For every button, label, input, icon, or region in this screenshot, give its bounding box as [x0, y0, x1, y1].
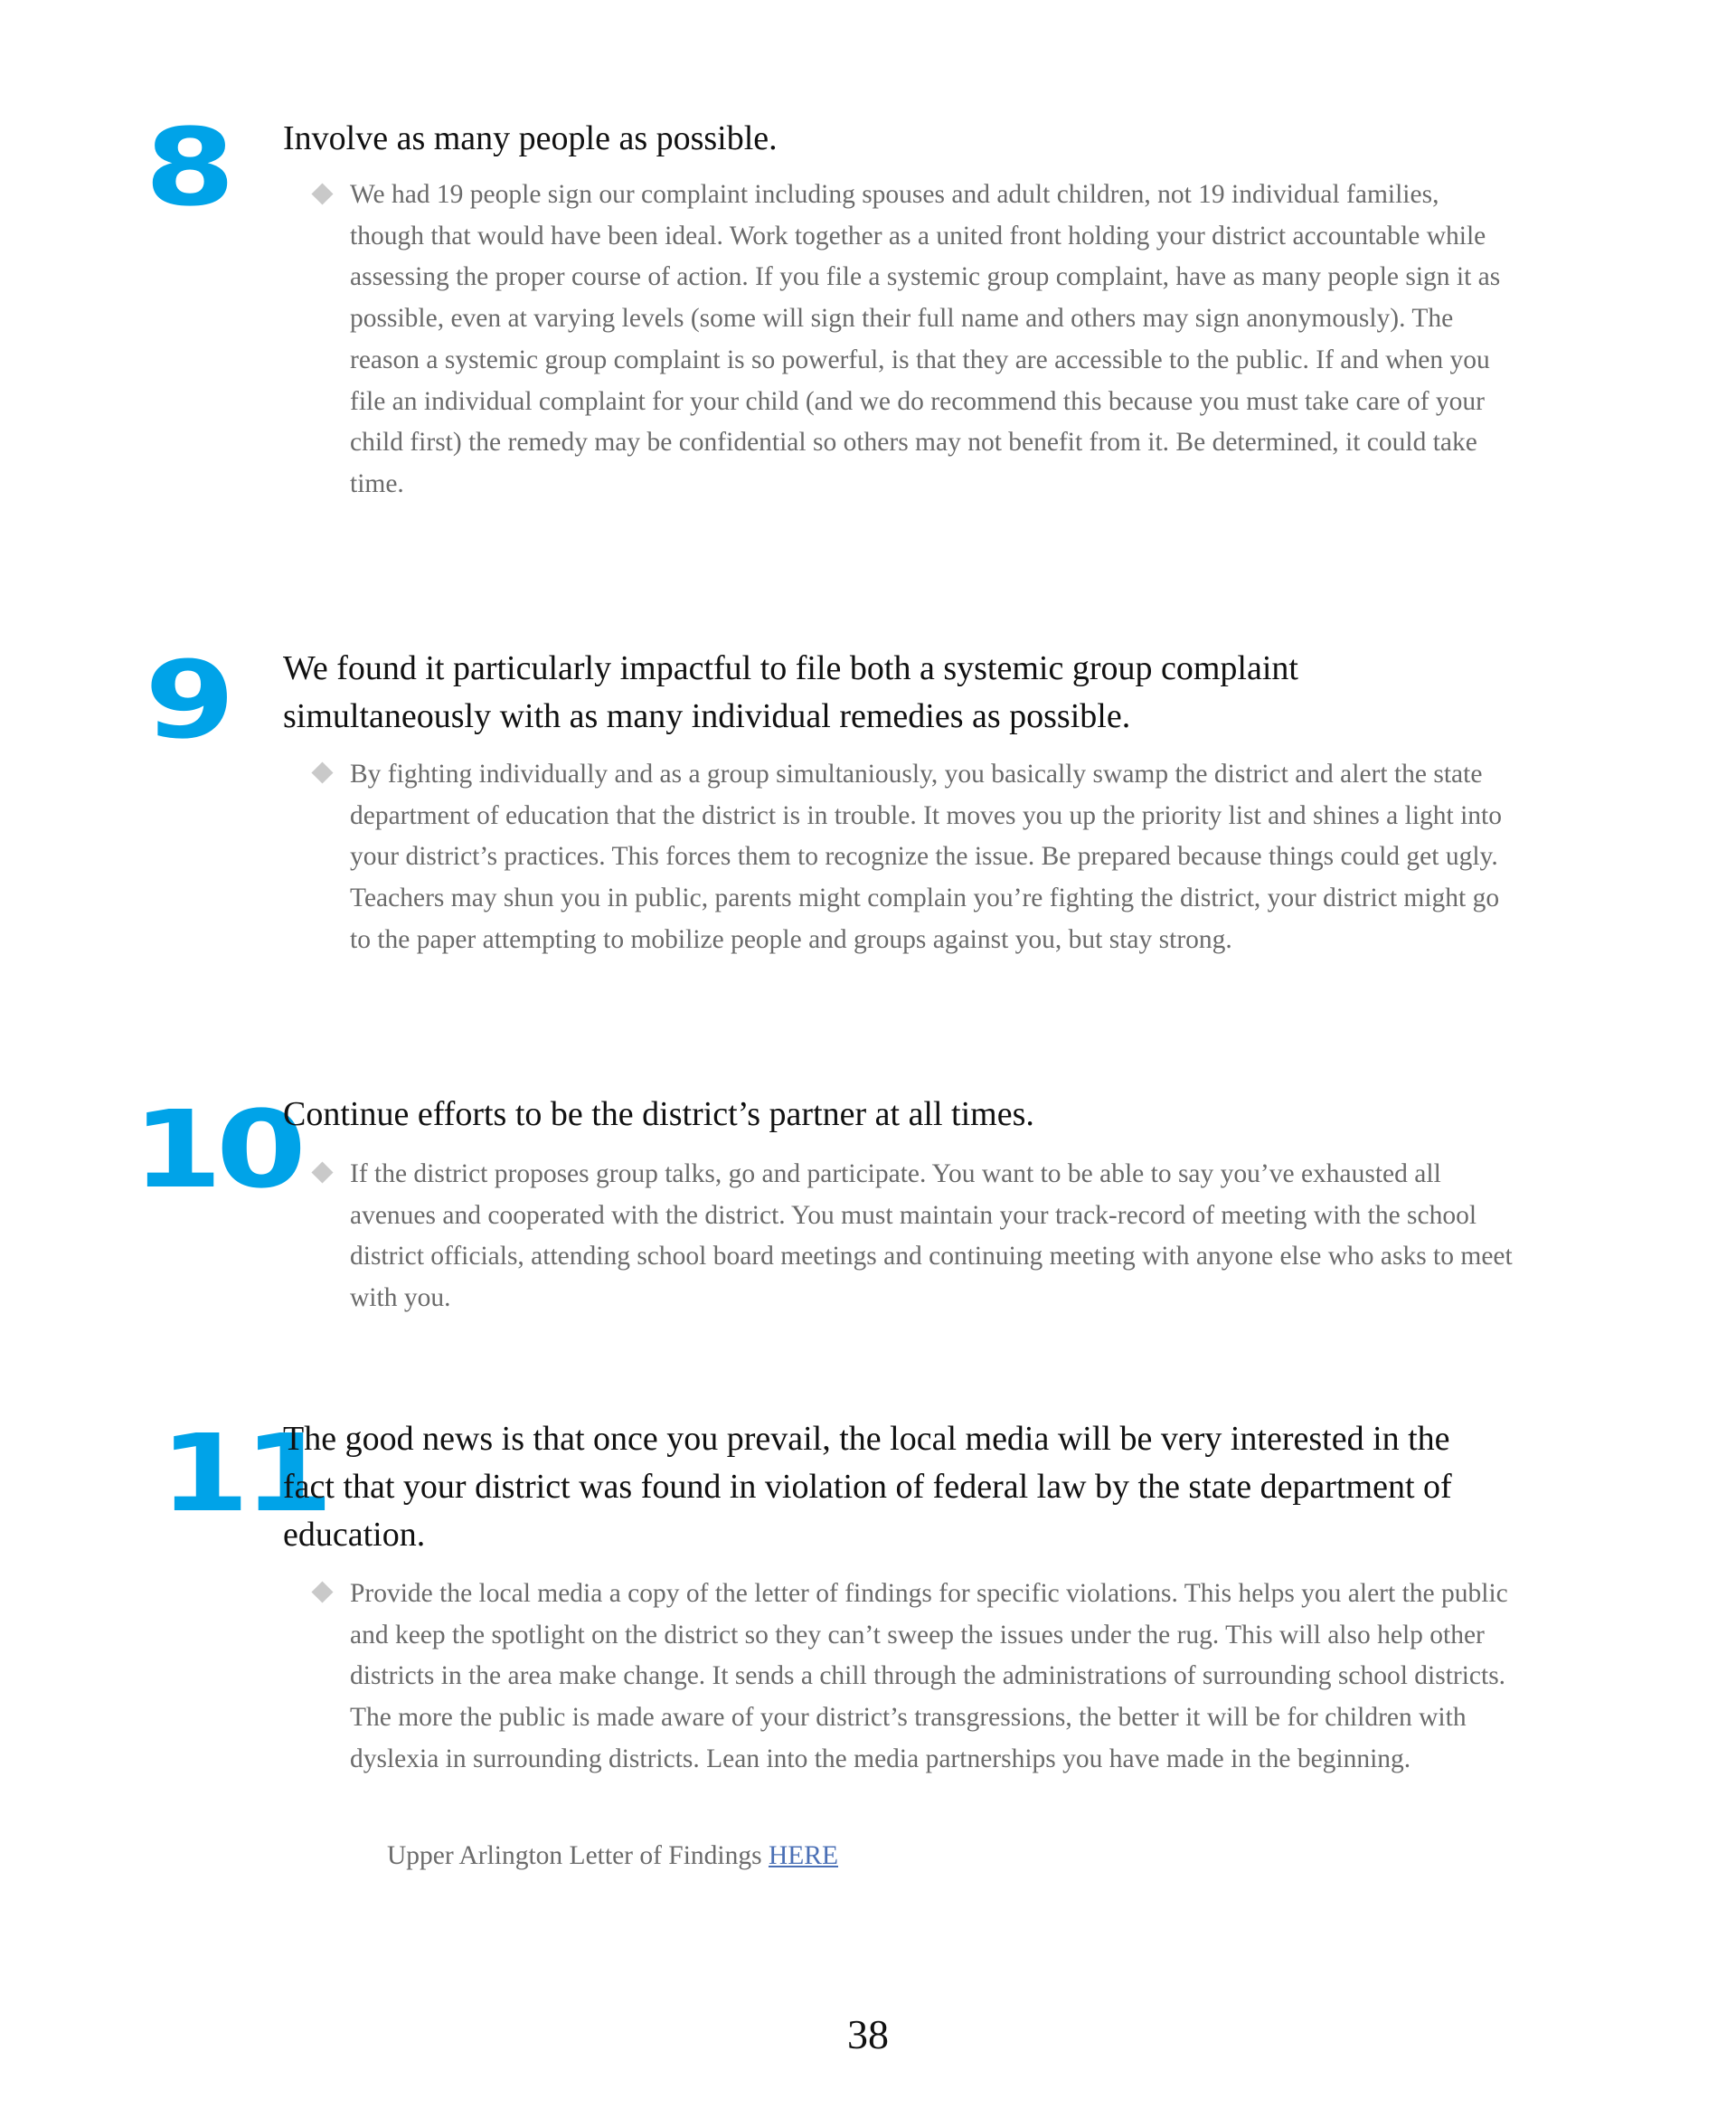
findings-text: Upper Arlington Letter of Findings — [387, 1841, 762, 1870]
diamond-bullet-icon — [309, 760, 336, 787]
section-heading: Involve as many people as possible. — [283, 119, 778, 157]
section-number: 9 — [145, 638, 229, 762]
section-number: 10 — [132, 1087, 300, 1212]
section-number: 11 — [159, 1411, 327, 1536]
findings-link[interactable]: HERE — [768, 1841, 838, 1870]
section-heading: We found it particularly impactful to file both a systemic group complaint simultaneously with as many individual remedies as possible. — [283, 649, 1298, 735]
section-heading: The good news is that once you prevail, the local media will be very interested in the fact that your district was found in violation of federal law by the state department of education. — [283, 1420, 1452, 1554]
section-body: Provide the local media a copy of the letter of findings for specific violations. This helps you alert the public and keep the spotlight on the district so they can’t sweep the issues under the rug. This will also help other districts in the area make change. It sends a chill through the administrations of surrounding school districts. The more the public is made aware of your district’s transgressions, the better it will be for children with dyslexia in surrounding districts. Lean into the media partnerships you have made in the beginning. — [350, 1579, 1508, 1773]
diamond-bullet-icon — [309, 181, 336, 208]
section-body: If the district proposes group talks, go and participate. You want to be able to say you’ve exhausted all avenues and cooperated with the district. You must maintain your track-record of meeting with the school district officials, attending school board meetings and continuing meeting with anyone else who asks to meet with you. — [350, 1159, 1513, 1313]
diamond-bullet-icon — [309, 1579, 336, 1606]
section-body: We had 19 people sign our complaint including spouses and adult children, not 19 individual families, though that would have been ideal. Work together as a united front holding your district accountable while assessing the proper course of action. If you file a systemic group complaint, have as many people sign it as possible, even at varying levels (some will sign their full name and others may sign anonymously). The reason a systemic group complaint is so powerful, is that they are accessible to the public. If and when you file an individual complaint for your child (and we do recommend this because you must take care of your child first) the remedy may be confidential so others may not benefit from it. Be determined, it could take time. — [350, 180, 1501, 498]
section-number: 8 — [145, 105, 229, 230]
section-heading: Continue efforts to be the district’s partner at all times. — [283, 1095, 1034, 1133]
diamond-bullet-icon — [309, 1159, 336, 1186]
section-body: By fighting individually and as a group simultaniously, you basically swamp the district and alert the state department of education that the district is in trouble. It moves you up the priority list and shines a light into your district’s practices. This forces them to recognize the issue. Be prepared because things could get ugly. Teachers may shun you in public, parents might complain you’re fighting the district, your district might go to the paper attempting to mobilize people and groups against you, but stay strong. — [350, 760, 1503, 954]
findings-line — [387, 1836, 838, 1876]
page-number: 38 — [847, 2011, 889, 2057]
